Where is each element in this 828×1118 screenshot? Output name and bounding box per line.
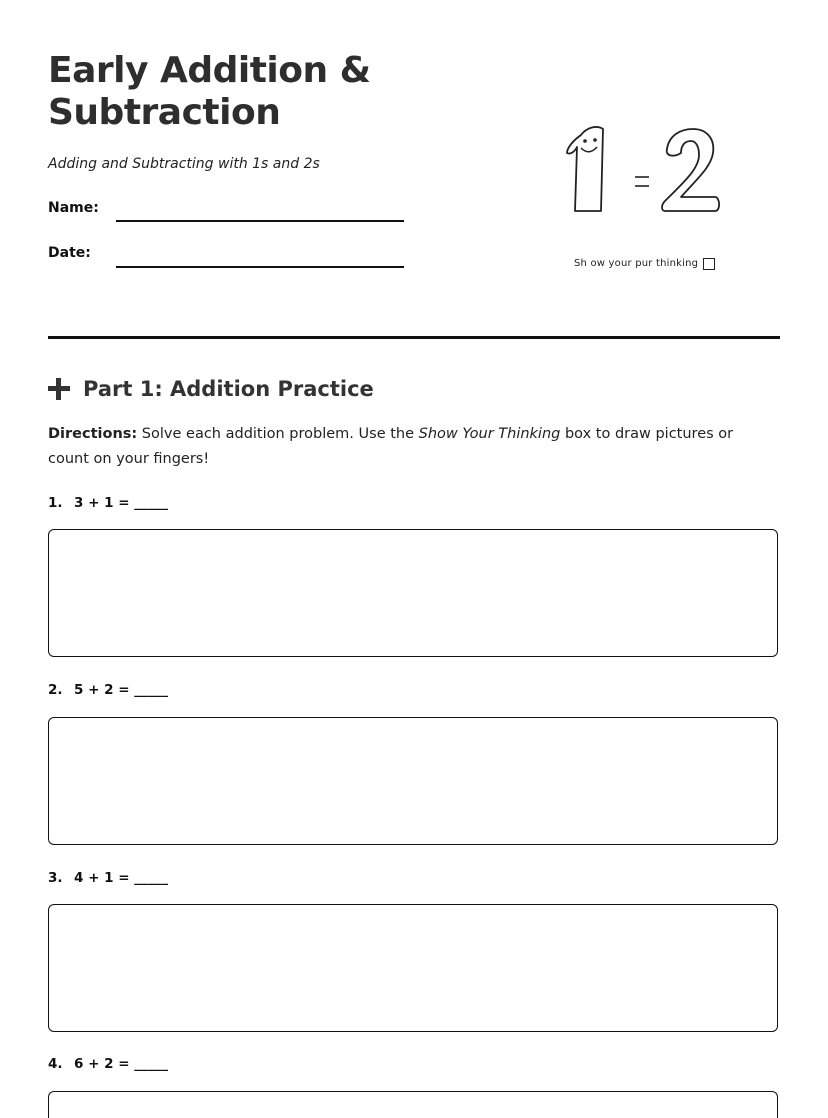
question-number: 4. [48, 1056, 63, 1072]
section-header [48, 374, 374, 404]
question-number: 1. [48, 495, 63, 511]
directions-text [48, 422, 768, 472]
question-text: 5 + 2 = _____ [74, 682, 168, 698]
caption-checkbox[interactable] [703, 258, 715, 270]
show-thinking-box[interactable] [48, 717, 778, 845]
date-label: Date: [48, 245, 91, 261]
numbers-illustration [555, 115, 735, 225]
right-eye [593, 138, 597, 142]
title-line-2: Subtraction [48, 92, 281, 133]
title-line-1: Early Addition & [48, 50, 371, 91]
question-text: 3 + 1 = _____ [74, 495, 168, 511]
section-title: Part 1: Addition Practice [83, 377, 374, 401]
directions-lead: Directions: [48, 426, 138, 442]
directions-emphasis: Show Your Thinking [418, 426, 561, 442]
question-4 [48, 1056, 168, 1072]
name-field[interactable] [116, 220, 404, 222]
question-text: 6 + 2 = _____ [74, 1056, 168, 1072]
page-subtitle: Adding and Subtracting with 1s and 2s [48, 156, 320, 172]
left-eye [583, 139, 587, 143]
question-number: 3. [48, 870, 63, 886]
question-text: 4 + 1 = _____ [74, 870, 168, 886]
number-two-drawing [662, 129, 719, 211]
question-number: 2. [48, 682, 63, 698]
illustration-caption: Sh ow your pur thinking [574, 258, 699, 269]
page-title [48, 50, 468, 134]
header-divider [48, 336, 780, 339]
name-label: Name: [48, 200, 99, 216]
show-thinking-box[interactable] [48, 904, 778, 1032]
question-2 [48, 682, 168, 698]
show-thinking-box[interactable] [48, 1091, 778, 1118]
show-thinking-box[interactable] [48, 529, 778, 657]
directions-text-1: Solve each addition problem. Use the [137, 426, 419, 442]
plus-icon [48, 378, 70, 400]
question-3 [48, 870, 168, 886]
question-1 [48, 495, 168, 511]
date-field[interactable] [116, 266, 404, 268]
smile [581, 147, 597, 152]
directions-text-2: box to draw pictures or count on your fingers! [48, 426, 734, 467]
